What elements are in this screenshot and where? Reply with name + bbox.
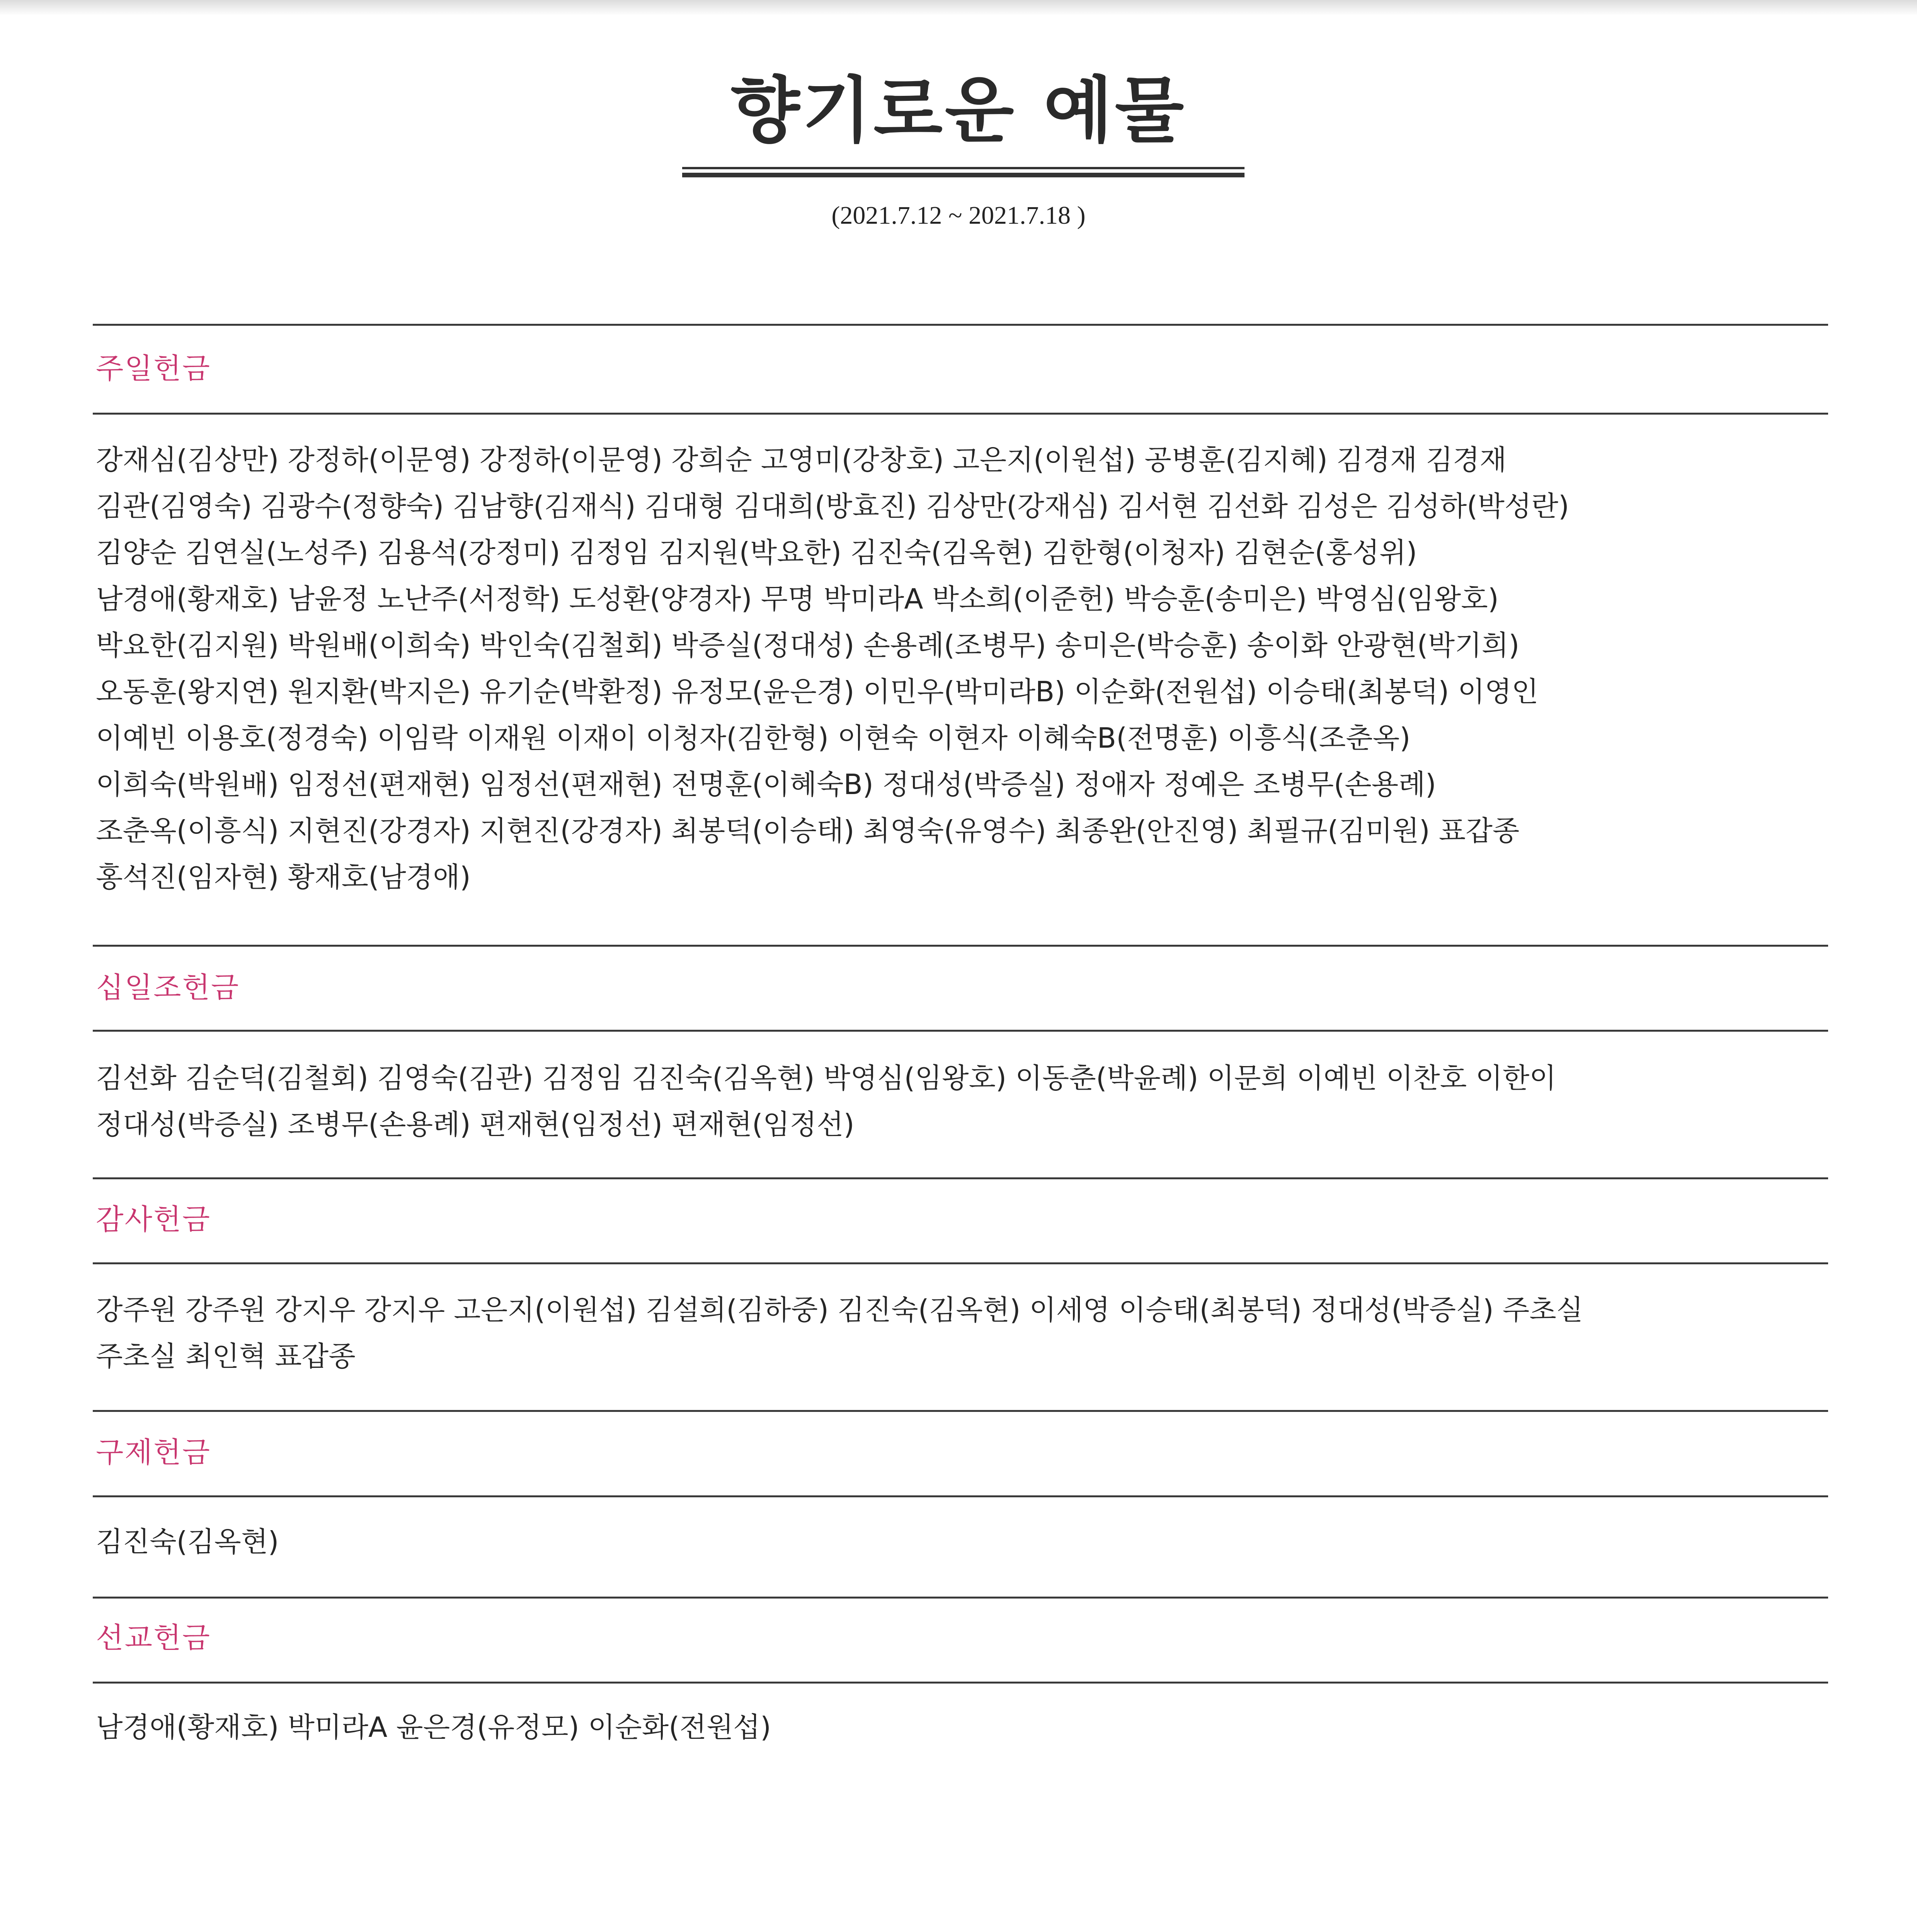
section-divider <box>93 945 1828 947</box>
section-title-thanks: 감사헌금 <box>96 1203 211 1236</box>
name-line: 김양순 김연실(노성주) 김용석(강정미) 김정임 김지원(박요한) 김진숙(김옥현) 김한형(이청자) 김현순(홍성위) <box>96 536 1417 569</box>
section-names-sunday <box>96 437 1827 900</box>
date-range: (2021.7.12 ~ 2021.7.18 ) <box>831 201 1086 230</box>
section-divider <box>93 1262 1828 1264</box>
section-names-tithe <box>96 1055 1827 1148</box>
section-names-mission <box>96 1704 1827 1750</box>
section-names-relief <box>96 1519 1827 1565</box>
name-line: 남경애(황재호) 남윤정 노난주(서정학) 도성환(양경자) 무명 박미라A 박소희(이준헌) 박승훈(송미은) 박영심(임왕호) <box>96 583 1499 615</box>
name-line: 정대성(박증실) 조병무(손용례) 편재현(임정선) 편재현(임정선) <box>96 1108 855 1141</box>
section-divider <box>93 413 1828 415</box>
section-title-mission: 선교헌금 <box>96 1621 211 1655</box>
section-divider <box>93 1682 1828 1684</box>
title-underline-thick <box>682 173 1245 177</box>
section-divider <box>93 1495 1828 1497</box>
section-divider <box>93 1410 1828 1412</box>
name-line: 김관(김영숙) 김광수(정향숙) 김남향(김재식) 김대형 김대희(방효진) 김상만(강재심) 김서현 김선화 김성은 김성하(박성란) <box>96 490 1570 522</box>
page-title: 향기로운 예물 <box>730 69 1187 152</box>
name-line: 이예빈 이용호(정경숙) 이임락 이재원 이재이 이청자(김한형) 이현숙 이현자 이혜숙B(전명훈) 이흥식(조춘옥) <box>96 722 1411 754</box>
section-title-sunday: 주일헌금 <box>96 352 211 385</box>
name-line: 남경애(황재호) 박미라A 윤은경(유정모) 이순화(전원섭) <box>96 1711 771 1743</box>
name-line: 이희숙(박원배) 임정선(편재현) 임정선(편재현) 전명훈(이혜숙B) 정대성(박증실) 정애자 정예은 조병무(손용례) <box>96 768 1436 801</box>
name-line: 김선화 김순덕(김철회) 김영숙(김관) 김정임 김진숙(김옥현) 박영심(임왕호) 이동춘(박윤례) 이문희 이예빈 이찬호 이한이 <box>96 1062 1556 1094</box>
section-divider <box>93 1177 1828 1179</box>
name-line: 박요한(김지원) 박원배(이희숙) 박인숙(김철회) 박증실(정대성) 손용례(조병무) 송미은(박승훈) 송이화 안광현(박기희) <box>96 629 1520 662</box>
section-title-tithe: 십일조헌금 <box>96 971 240 1004</box>
scan-shadow <box>0 0 1917 15</box>
name-line: 오동훈(왕지연) 원지환(박지은) 유기순(박환정) 유정모(윤은경) 이민우(박미라B) 이순화(전원섭) 이승태(최봉덕) 이영인 <box>96 675 1539 708</box>
section-divider <box>93 324 1828 326</box>
section-title-relief: 구제헌금 <box>96 1436 211 1469</box>
name-line: 홍석진(임자현) 황재호(남경애) <box>96 861 471 893</box>
section-divider <box>93 1030 1828 1032</box>
title-underline-thin <box>682 167 1245 169</box>
name-line: 조춘옥(이흥식) 지현진(강경자) 지현진(강경자) 최봉덕(이승태) 최영숙(유영수) 최종완(안진영) 최필규(김미원) 표갑종 <box>96 815 1520 847</box>
name-line: 주초실 최인혁 표갑종 <box>96 1340 356 1372</box>
section-divider <box>93 1597 1828 1599</box>
name-line: 강주원 강주원 강지우 강지우 고은지(이원섭) 김설희(김하중) 김진숙(김옥현) 이세영 이승태(최봉덕) 정대성(박증실) 주초실 <box>96 1294 1583 1326</box>
name-line: 강재심(김상만) 강정하(이문영) 강정하(이문영) 강희순 고영미(강창호) 고은지(이원섭) 공병훈(김지혜) 김경재 김경재 <box>96 444 1507 476</box>
name-line: 김진숙(김옥현) <box>96 1526 279 1558</box>
section-names-thanks <box>96 1287 1827 1379</box>
